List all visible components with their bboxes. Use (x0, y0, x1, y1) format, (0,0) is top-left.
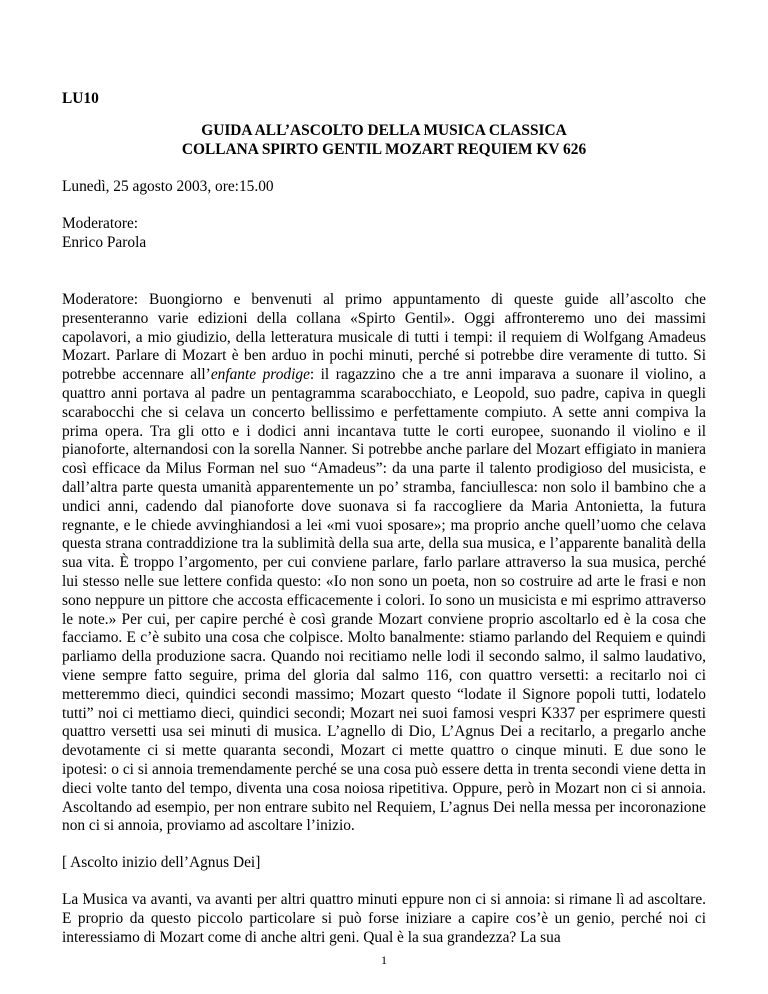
moderator-name: Enrico Parola (62, 233, 147, 251)
paragraph-1-italic: enfante prodige (210, 366, 310, 384)
document-date: Lunedì, 25 agosto 2003, ore:15.00 (62, 178, 274, 195)
document-code: LU10 (62, 90, 99, 107)
title-line-1: GUIDA ALL’ASCOLTO DELLA MUSICA CLASSICA (201, 122, 567, 139)
paragraph-1 (62, 291, 706, 836)
paragraph-1-part-a: Moderatore: Buongiorno e benvenuti al primo appuntamento di queste guide all’ascolto che presenteranno varie edizioni della collana «Spirto Gentil». Oggi affronteremo uno dei massimi capolavori, a mio giudizio, della letteratura musicale di tutti i tempi: il requiem di Wolfgang Amadeus Mozart. Parlare di Mozart è ben arduo in pochi minuti, perché si potrebbe dire veramente di tutto. Si potrebbe accennare all’ (62, 291, 706, 384)
moderator-block (62, 215, 146, 253)
paragraph-1-part-b: : il ragazzino che a tre anni imparava a suonare il violino, a quattro anni portava al padre un pentagramma scarabocchiato, e Leopold, suo padre, capiva in quegli scarabocchi che si celava un concerto bellissimo e perfettamente compiuto. A sette anni compiva la prima opera. Tra gli otto e i dodici anni incantava tutte le corti europee, suonando il violino e il pianoforte, alternandosi con la sorella Nanner. Si potrebbe anche parlare del Mozart effigiato in maniera così efficace da Milus Forman nel suo “Amadeus”: da una parte il talento prodigioso del musicista, e dall’altra parte questa umanità apparentemente un po’ stramba, fanciullesca: non solo il bambino che a undici anni, cadendo dal pianoforte dove suonava si fa raccogliere da Maria Antonietta, la futura regnante, e le chiede avvinghiandosi a lei «mi vuoi sposare»; ma proprio anche quell’uomo che celava questa strana contraddizione tra la sublimità della sua arte, della sua musica, e l’apparente banalità della sua vita. È troppo l’argomento, per cui conviene parlare, farlo parlare attraverso la sua musica, perché lui stesso nelle sue lettere confida questo: «Io non sono un poeta, non so costruire ad arte le frasi e non sono neppure un pittore che accosta efficacemente i colori. Io sono un musicista e mi esprimo attraverso le note.» Per cui, per capire perché è così grande Mozart conviene proprio ascoltarlo ed è la cosa che facciamo. E c’è subito una cosa che colpisce. Molto banalmente: stiamo parlando del Requiem e quindi parliamo della produzione sacra. Quando noi recitiamo nelle lodi il secondo salmo, il salmo laudativo, viene sempre fatto seguire, prima del gloria dal salmo 116, con quattro versetti: a recitarlo noi ci metteremmo dieci, quindici secondi massimo; Mozart questo “lodate il Signore popoli tutti, lodatelo tutti” noi ci mettiamo dieci, quindici secondi; Mozart nei suoi famosi vespri K337 per esprimere questi quattro versetti usa sei minuti di musica. L’agnello di Dio, L’Agnus Dei a recitarlo, a pregarlo anche devotamente ci si mette quaranta secondi, Mozart ci mette quattro o cinque minuti. E due sono le ipotesi: o ci si annoia tremendamente perché se una cosa può essere detta in trenta secondi viene detta in dieci volte tanto del tempo, diventa una cosa noiosa ripetitiva. Oppure, però in Mozart non ci si annoia. Ascoltando ad esempio, per non entrare subito nel Requiem, L’agnus Dei nella messa per incoronazione non ci si annoia, proviamo ad ascoltare l’inizio. (62, 366, 706, 835)
listening-note: [ Ascolto inizio dell’Agnus Dei] (62, 854, 261, 871)
paragraph-2: La Musica va avanti, va avanti per altri quattro minuti eppure non ci si annoia: si rimane lì ad ascoltare. E proprio da questo piccolo particolare si può forse iniziare a capire cos’è un genio, perché noi ci interessiamo di Mozart come di anche altri geni. Qual è la sua grandezza? La sua (62, 891, 706, 946)
document-title (62, 122, 706, 159)
main-paragraph (62, 291, 706, 836)
second-paragraph (62, 891, 706, 947)
title-line-2: COLLANA SPIRTO GENTIL MOZART REQUIEM KV 626 (181, 140, 587, 158)
moderator-label: Moderatore: (62, 215, 139, 232)
page-number: 1 (381, 953, 387, 967)
